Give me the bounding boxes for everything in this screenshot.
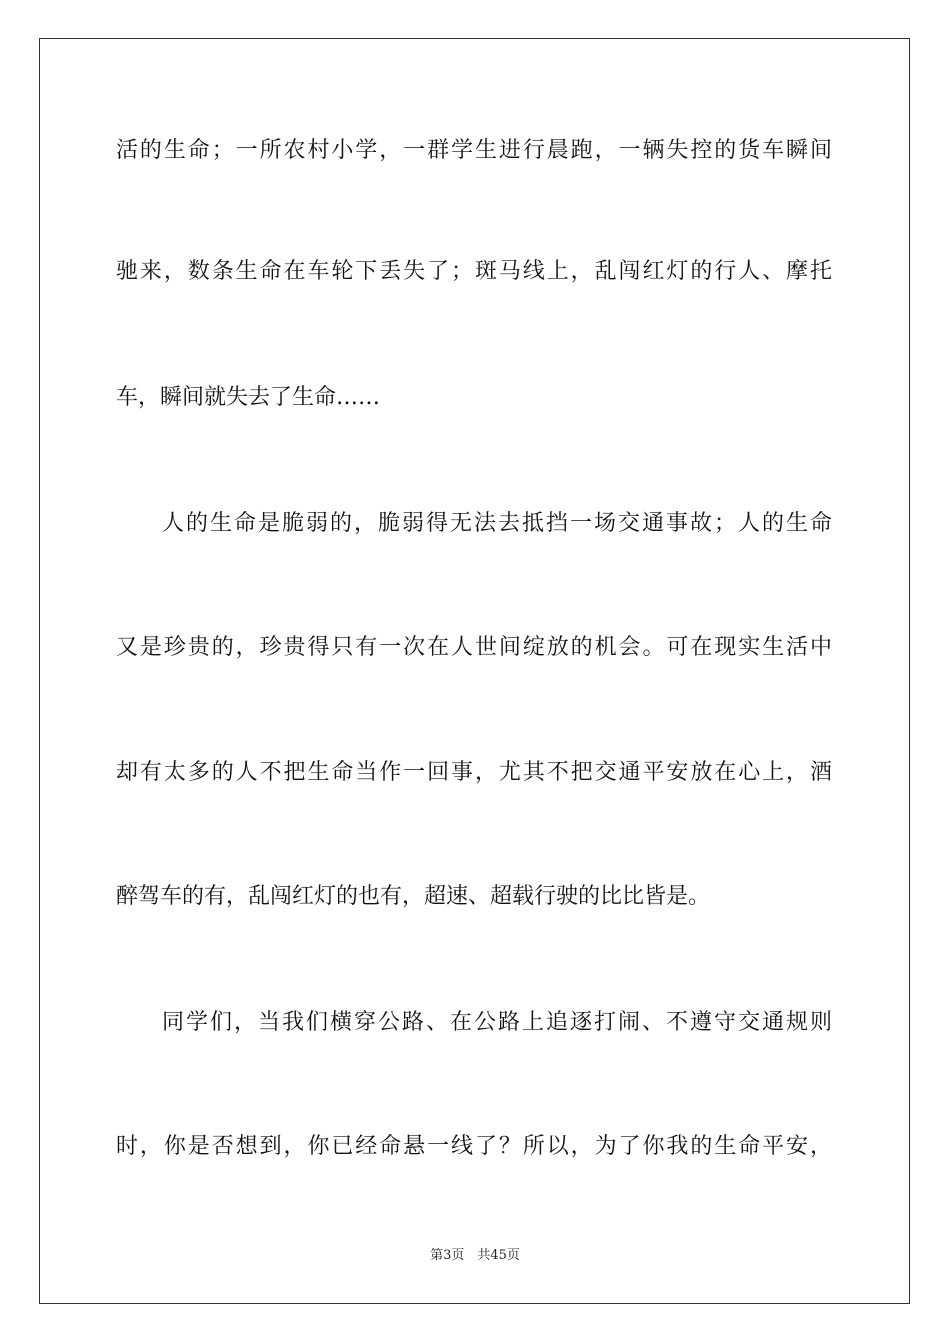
text-line-8: 同学们，当我们横穿公路、在公路上追逐打闹、不遵守交通规则: [162, 1010, 832, 1035]
text-line-1: 活的生命；一所农村小学，一群学生进行晨跑，一辆失控的货车瞬间: [116, 138, 832, 163]
text-line-5: 又是珍贵的，珍贵得只有一次在人世间绽放的机会。可在现实生活中: [116, 635, 832, 660]
page-border: [39, 38, 910, 1304]
text-line-7: 醉驾车的有，乱闯红灯的也有，超速、超载行驶的比比皆是。: [116, 884, 711, 909]
text-line-6: 却有太多的人不把生命当作一回事，尤其不把交通平安放在心上，酒: [116, 760, 832, 785]
text-line-3: 车，瞬间就失去了生命……: [116, 385, 381, 410]
text-line-9: 时，你是否想到，你已经命悬一线了？所以，为了你我的生命平安，: [116, 1134, 832, 1159]
page-number-footer: 第3页 共45页: [430, 1248, 520, 1263]
text-line-2: 驰来，数条生命在车轮下丢失了；斑马线上，乱闯红灯的行人、摩托: [116, 259, 832, 284]
text-line-4: 人的生命是脆弱的，脆弱得无法去抵挡一场交通事故；人的生命: [162, 511, 832, 536]
